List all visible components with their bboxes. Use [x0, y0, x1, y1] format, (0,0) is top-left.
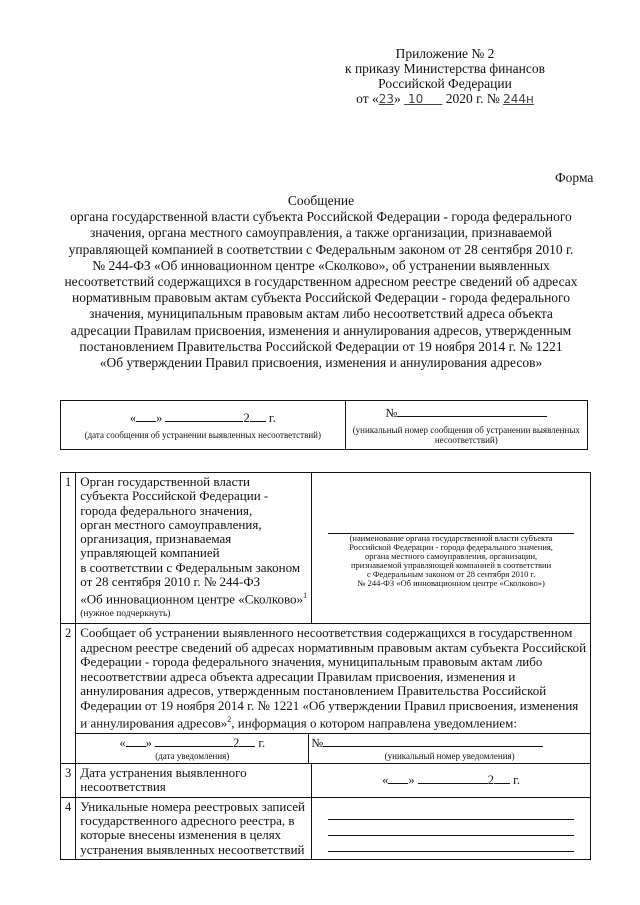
table-row: [61, 797, 591, 859]
date-prefix: от «: [356, 91, 379, 106]
text-line: Сообщает об устранении выявленного несоответствия содержащихся в государственном: [80, 625, 573, 641]
label-line: государственного адресного реестра, в: [80, 813, 295, 829]
organization-name-cell[interactable]: [312, 473, 591, 624]
footnote-mark: 2: [227, 715, 232, 725]
message-date-field[interactable]: [65, 411, 341, 426]
table-row: [61, 473, 591, 624]
label-line: орган местного самоуправления,: [80, 516, 262, 532]
title-line: № 244-ФЗ «Об инновационном центре «Сколково», об устранении выявленных: [92, 257, 550, 273]
handwritten-month: [404, 92, 442, 106]
table-row: [61, 624, 591, 764]
title-line: органа государственной власти субъекта Российской Федерации - города федерального: [70, 209, 572, 225]
appendix-date-line: [300, 91, 590, 107]
row-number: 2: [61, 624, 76, 764]
caption-line: признаваемой управляющей компанией в соответствии: [350, 560, 552, 571]
label-line: Орган государственной власти: [80, 474, 250, 489]
year-prefix: 2: [243, 410, 250, 425]
appendix-block: [300, 46, 590, 107]
caption-line: с Федеральным законом от 28 сентября 2010 г.: [366, 569, 536, 580]
year-suffix: г.: [258, 736, 266, 751]
organization-name-field[interactable]: [328, 518, 574, 534]
label-line: которые внесены изменения в целях: [80, 827, 282, 843]
year-suffix: г.: [268, 410, 276, 425]
year-prefix: 2: [232, 736, 240, 751]
text-line: адресном реестре сведений об адресах нормативным правовым актам субъекта Российской: [80, 639, 587, 655]
message-number-cell[interactable]: [345, 401, 587, 450]
date-mid: »: [394, 91, 401, 106]
appendix-order-ref: к приказу Министерства финансов: [345, 61, 545, 76]
title-heading: Сообщение: [287, 193, 355, 208]
table-row: [61, 764, 591, 798]
row-label: [76, 473, 312, 624]
form-label: Форма: [555, 170, 594, 185]
message-header-table: [60, 400, 588, 450]
title-line: управляющей компанией в соответствии с Федеральным законом от 28 сентября 2010 г.: [68, 241, 574, 257]
year-text: 2020 г. №: [445, 91, 500, 106]
title-line: «Об утверждении Правил присвоения, изменения и аннулирования адресов»: [99, 355, 543, 371]
label-line: несоответствия: [80, 779, 166, 795]
text-line: аннулирования адресов, утвержденным постановлением Правительства Российской: [80, 683, 547, 699]
elimination-date-cell[interactable]: [312, 764, 591, 798]
caption-line: № 244-ФЗ «Об инновационном центре «Сколково»): [357, 578, 545, 589]
label-line: Уникальные номера реестровых записей: [80, 798, 305, 814]
title-line: значения, органа местного самоуправления, а также организации, признаваемой: [89, 225, 553, 241]
message-body-table: [60, 472, 591, 860]
year-prefix: 2: [487, 772, 495, 787]
footnote-mark: 1: [303, 591, 308, 601]
text-line: несоответствии адреса объекта адресации Правилам присвоения, изменения и: [80, 668, 516, 684]
notification-number-field[interactable]: [311, 736, 588, 751]
quote-open: «: [119, 736, 126, 751]
title-line: постановлением Правительства Российской Федерации от 19 ноября 2014 г. № 1221: [79, 338, 563, 354]
title-line: адресации Правилам присвоения, изменения и аннулирования адресов, утвержденным: [70, 322, 572, 338]
organization-name-caption: [320, 534, 582, 588]
text-line: Федерации - города федерального значения, муниципальным правовым актам либо: [80, 654, 543, 670]
notification-subtable: [76, 733, 590, 763]
message-number-caption: (уникальный номер сообщения об устранении выявленных несоответствий): [352, 424, 580, 445]
row-number: 3: [61, 764, 76, 798]
quote-close: »: [145, 736, 152, 751]
text-line: Федерации от 19 ноября 2014 г. № 1221 «Об утверждении Правил присвоения, изменения: [80, 697, 579, 713]
label-line: организация, признаваемая: [80, 531, 232, 547]
title-line: значения, муниципальным правовым актам либо несоответствий адреса объекта: [89, 306, 553, 322]
notification-text: [76, 626, 590, 731]
year-suffix: г.: [513, 772, 520, 787]
text-line: [80, 713, 586, 731]
title-line: нормативным правовым актам субъекта Российской Федерации - города федерального: [71, 290, 571, 306]
handwritten-number: 244н: [503, 92, 534, 106]
row-label: [76, 764, 312, 798]
quote-open: «: [129, 410, 137, 425]
registry-record-line[interactable]: [328, 836, 574, 852]
text-part: и аннулирования адресов»: [80, 715, 228, 731]
quote-close: »: [408, 772, 415, 787]
registry-record-line[interactable]: [328, 820, 574, 836]
caption-line: (наименование органа государственной власти субъекта: [349, 533, 553, 544]
appendix-title: Приложение № 2: [395, 46, 495, 61]
registry-record-line[interactable]: [328, 804, 574, 820]
notification-number-caption: (уникальный номер уведомления): [384, 751, 515, 762]
row-number: 1: [61, 473, 76, 624]
message-date-cell[interactable]: [61, 401, 346, 450]
notification-date-field[interactable]: [78, 736, 306, 751]
row-label: [76, 797, 312, 859]
caption-line: Российской Федерации - города федерального значения,: [349, 542, 553, 553]
label-line: устранения выявленных несоответствий: [80, 841, 305, 857]
underline-note: (нужное подчеркнуть): [80, 609, 171, 619]
caption-line: органа местного самоуправления, организации,: [364, 551, 538, 562]
quote-open: «: [382, 772, 389, 787]
number-sign: №: [385, 405, 398, 420]
row-number: 4: [61, 797, 76, 859]
appendix-country: Российской Федерации: [378, 76, 512, 91]
notification-cell: [76, 624, 591, 764]
label-line: субъекта Российской Федерации -: [80, 488, 269, 504]
message-number-field[interactable]: [350, 406, 583, 421]
label-line: управляющей компанией: [80, 545, 220, 561]
label-line: города федерального значения,: [80, 502, 253, 518]
message-date-caption: (дата сообщения об устранении выявленных несоответствий): [84, 429, 321, 440]
label-line: [80, 589, 307, 607]
notification-date-caption: (дата уведомления): [155, 751, 230, 762]
registry-records-cell[interactable]: [312, 797, 591, 859]
quote-close: »: [156, 410, 163, 425]
title-line: несоответствий содержащихся в государственном адресном реестре сведений об адресах: [64, 274, 578, 290]
text-part: , информация о котором направлена уведомлением:: [231, 715, 517, 731]
elimination-date-field[interactable]: [316, 773, 586, 788]
label-text: «Об инновационном центре «Сколково»: [80, 591, 304, 607]
notification-date-cell[interactable]: [76, 734, 309, 764]
notification-number-cell[interactable]: [309, 734, 590, 764]
label-line: Дата устранения выявленного: [80, 765, 247, 781]
label-line: в соответствии с Федеральным законом: [80, 559, 301, 575]
handwritten-day: 23: [378, 92, 395, 106]
month-value: 10: [407, 92, 424, 106]
label-line: от 28 сентября 2010 г. № 244-ФЗ: [80, 574, 261, 590]
number-sign: №: [311, 736, 324, 751]
document-title: [40, 193, 602, 371]
